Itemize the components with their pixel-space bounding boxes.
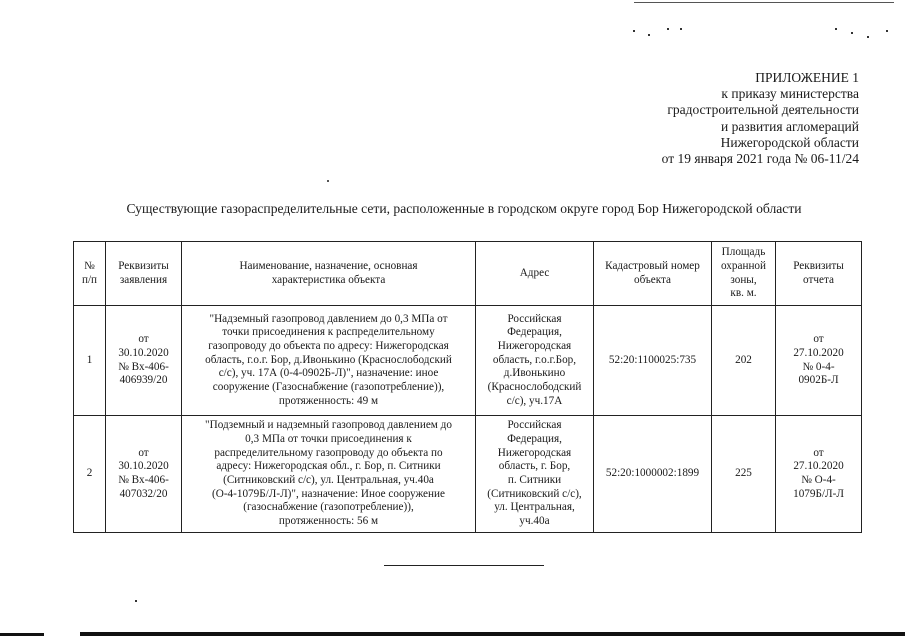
cell-cadastral-number: 52:20:1100025:735 — [594, 306, 712, 416]
annex-line: градостроительной деятельности — [667, 102, 859, 118]
cell-cadastral-number: 52:20:1000002:1899 — [594, 416, 712, 533]
table-row — [74, 306, 862, 416]
annex-line: от 19 января 2021 года № 06-11/24 — [661, 151, 859, 167]
cell-protection-zone-area: 202 — [712, 306, 776, 416]
cell-num: 1 — [74, 306, 106, 416]
annex-block — [529, 70, 859, 167]
scan-edge-mark — [0, 633, 44, 636]
cell-report-details: от 27.10.2020 № О-4- 1079Б/Л-Л — [776, 416, 862, 533]
cell-object-name: "Подземный и надземный газопровод давлением до 0,3 МПа от точки присоединения к распределительному газопроводу до объекта по адресу: Нижегородская обл., г. Бор, п. Ситники (Ситниковский с/с), ул. Центральная, уч.40а (О-4-1079Б/Л-Л)", назначение: Иное сооружение (газоснабжение (газопотребление)), протяженность: 56 м — [182, 416, 476, 533]
cell-num: 2 — [74, 416, 106, 533]
header-object-name: Наименование, назначение, основная характеристика объекта — [182, 242, 476, 306]
annex-line: и развития агломераций — [720, 118, 859, 134]
table-row — [74, 416, 862, 533]
annex-line: Нижегородской области — [720, 134, 859, 150]
header-address: Адрес — [476, 242, 594, 306]
cell-protection-zone-area: 225 — [712, 416, 776, 533]
header-request-details: Реквизиты заявления — [106, 242, 182, 306]
document-title: Существующие газораспределительные сети, расположенные в городском округе город Бор Нижегородской области — [126, 201, 802, 216]
header-cadastral-number: Кадастровый номер объекта — [594, 242, 712, 306]
header-num: № п/п — [74, 242, 106, 306]
cell-address: Российская Федерация, Нижегородская область, г.о.г.Бор, д.Ивонькино (Краснослободский с/с), уч.17А — [476, 306, 594, 416]
cell-request-details: от 30.10.2020 № Вх-406- 406939/20 — [106, 306, 182, 416]
cell-report-details: от 27.10.2020 № 0-4- 0902Б-Л — [776, 306, 862, 416]
header-report-details: Реквизиты отчета — [776, 242, 862, 306]
gas-networks-table — [73, 241, 862, 533]
scan-bottom-edge — [80, 632, 905, 636]
header-protection-zone-area: Площадь охранной зоны, кв. м. — [712, 242, 776, 306]
cell-object-name: "Надземный газопровод давлением до 0,3 МПа от точки присоединения к распределительному газопроводу до объекта по адресу: Нижегородская область, г.о.г. Бор, д.Ивонькино (Краснослободский с/с), уч. 17А (0-4-0902Б-Л)", назначение: иное сооружение (Газоснабжение (газопотребление)), протяженность: 49 м — [182, 306, 476, 416]
annex-line: к приказу министерства — [721, 86, 859, 102]
annex-title: ПРИЛОЖЕНИЕ 1 — [755, 70, 859, 85]
cell-request-details: от 30.10.2020 № Вх-406- 407032/20 — [106, 416, 182, 533]
cell-address: Российская Федерация, Нижегородская область, г. Бор, п. Ситники (Ситниковский с/с), ул. Центральная, уч.40а — [476, 416, 594, 533]
table-header-row — [74, 242, 862, 306]
signature-divider — [384, 565, 544, 566]
